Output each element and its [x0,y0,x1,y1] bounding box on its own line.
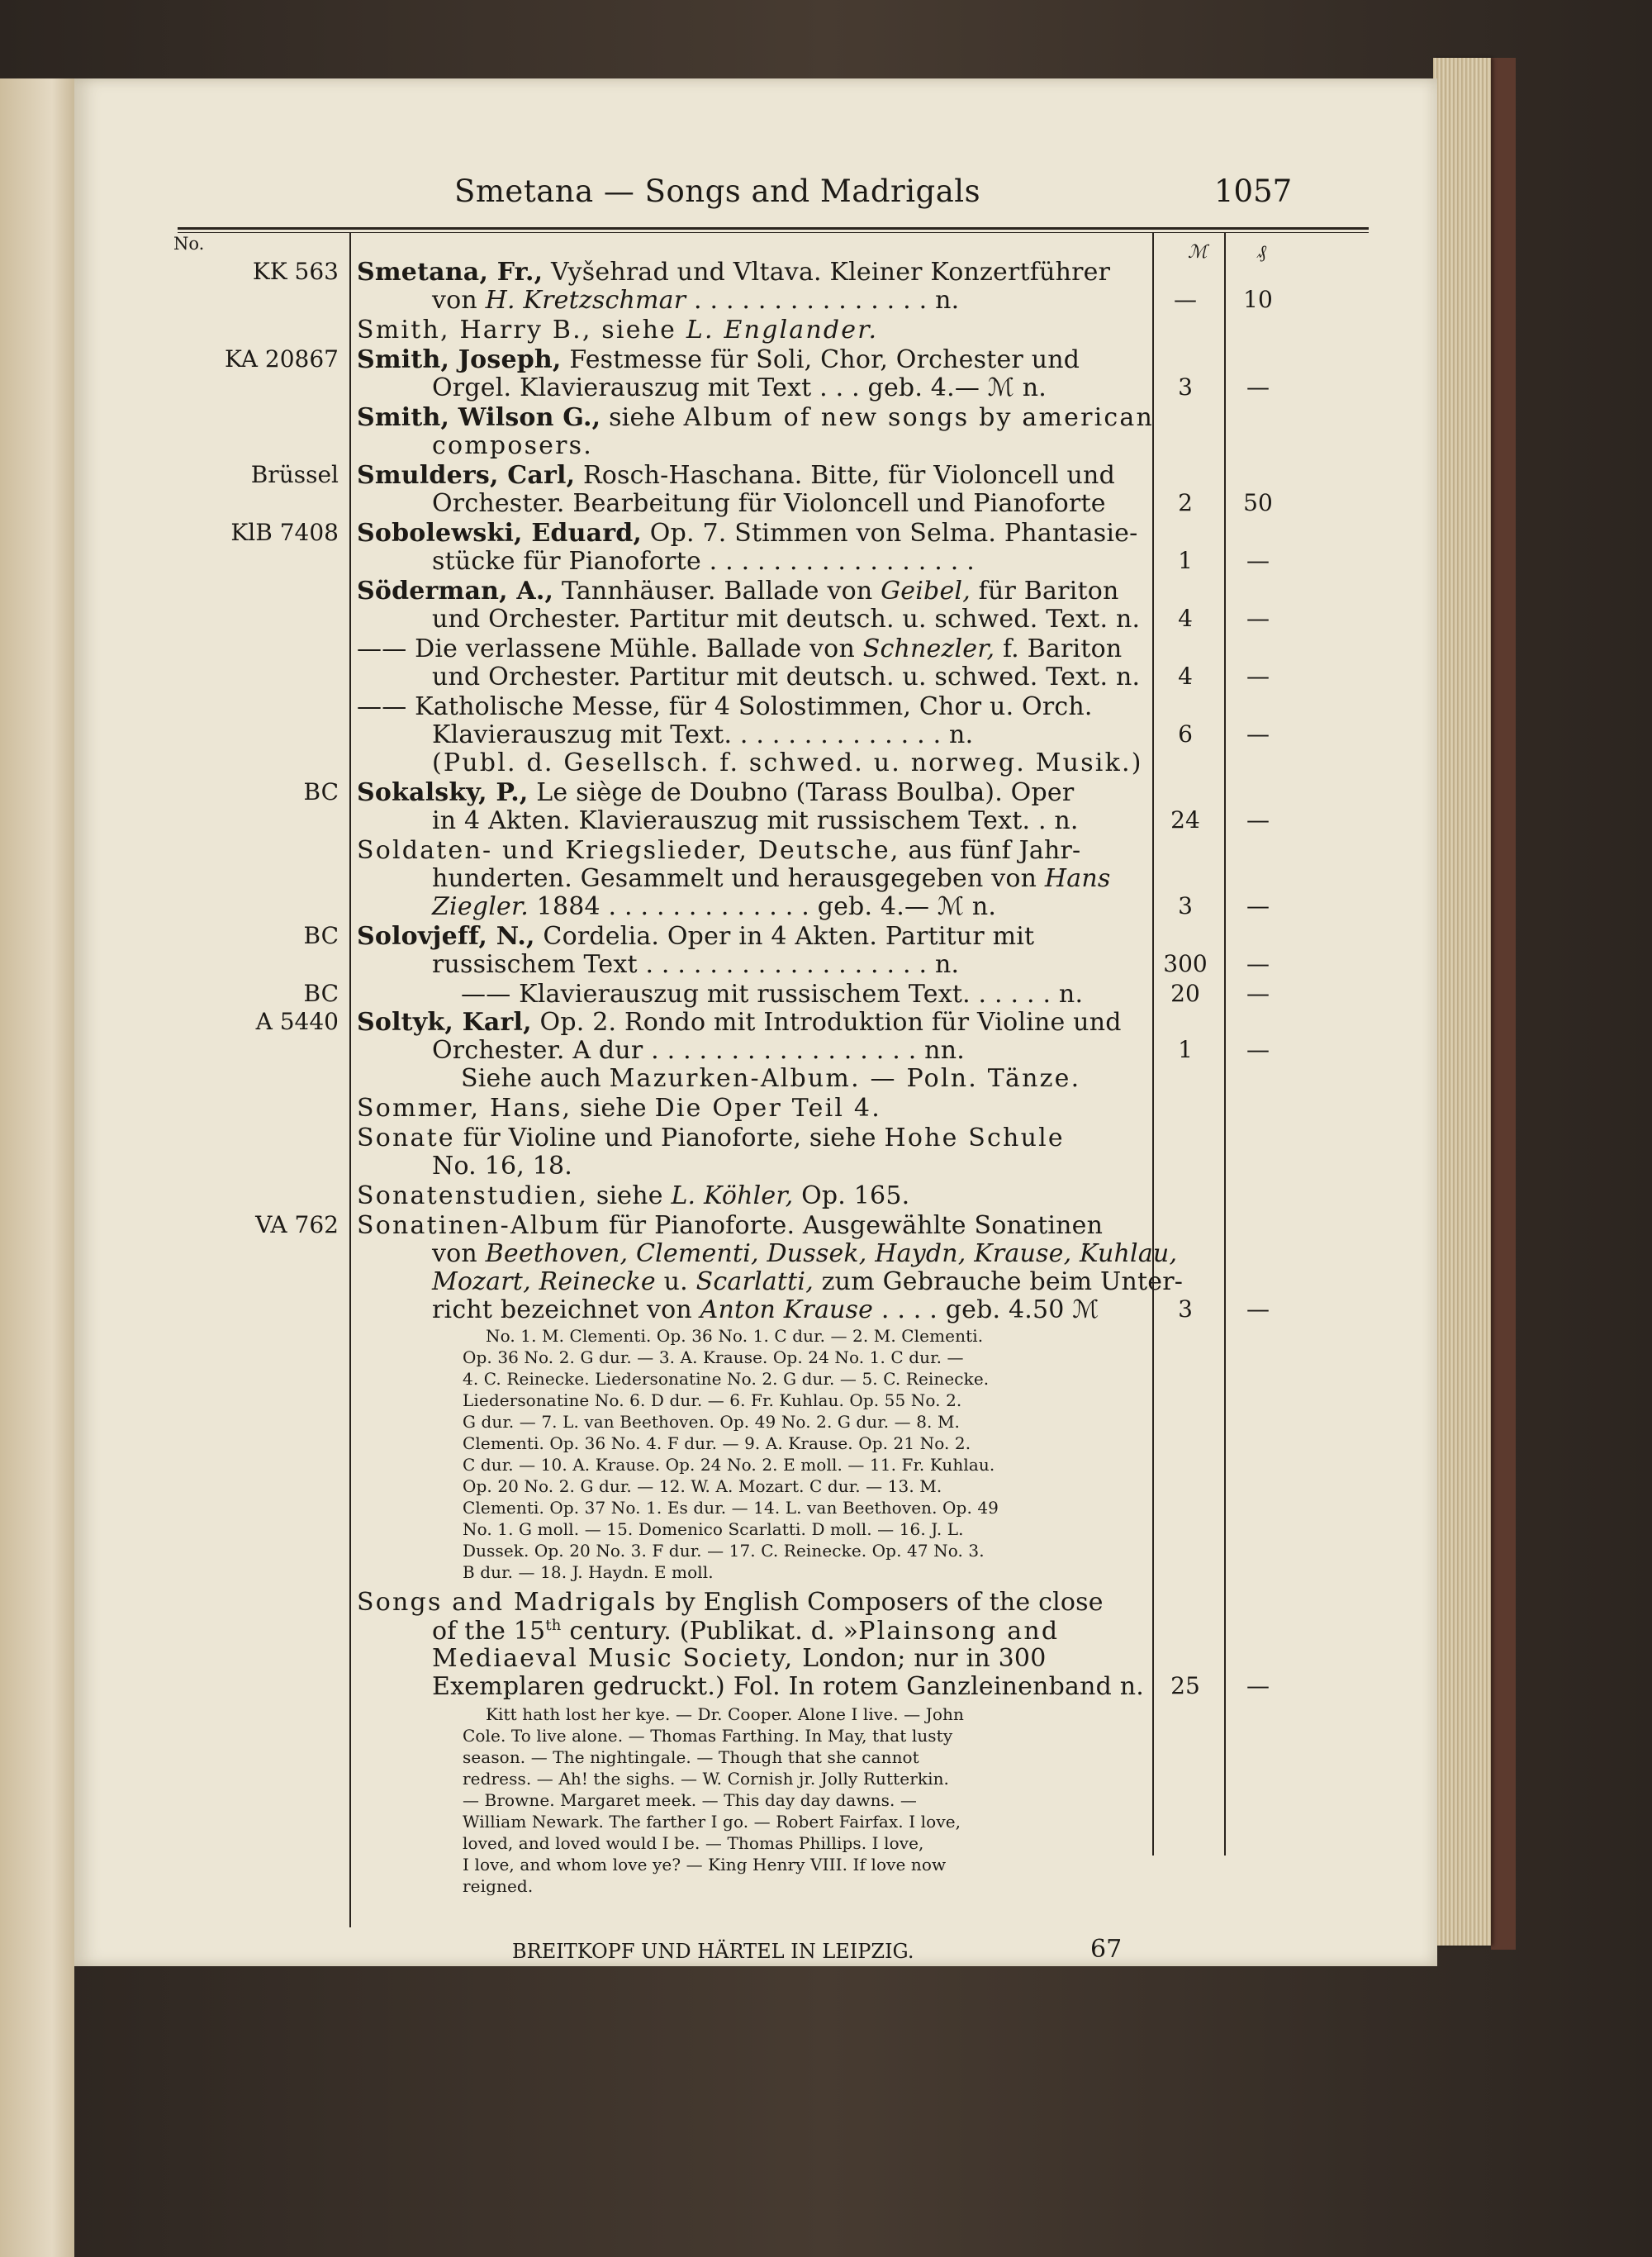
price-marks: 300 [1163,950,1208,977]
price-marks: 1 [1178,1036,1193,1063]
catalog-number: KK 563 [252,258,339,285]
contents-line: No. 1. G moll. — 15. Domenico Scarlatti. D moll. — 16. J. L. [463,1519,964,1539]
price-marks: 3 [1178,892,1193,919]
entry-line: composers. [432,431,593,460]
entry-line: Exemplaren gedruckt.) Fol. In rotem Ganzleinenband n. [432,1672,1145,1701]
composer-name: Sobolewski, Eduard, [357,519,643,548]
price-marks: 25 [1170,1672,1200,1699]
contents-line: B dur. — 18. J. Haydn. E moll. [463,1562,714,1582]
composer-name: Söderman, A., [357,577,554,606]
price-marks: 20 [1170,980,1200,1007]
contents-line: 4. C. Reinecke. Liedersonatine No. 2. G dur. — 5. C. Reinecke. [463,1369,990,1389]
catalog-number: KlB 7408 [230,519,339,546]
pfennig-column-label: ₰ [1257,242,1266,263]
entry-line: —— Die verlassene Mühle. Ballade von Schnezler, f. Bariton [357,634,1123,663]
mark-column-divider-right [1224,232,1226,1855]
entry-line: Soltyk, Karl, Op. 2. Rondo mit Introduktion für Violine und [357,1008,1122,1037]
entry-line: Orchester. A dur . . . . . . . . . . . . . . . . . nn. [432,1036,965,1065]
entry-line: Orchester. Bearbeitung für Violoncell und Pianoforte [432,489,1106,518]
price-marks: 2 [1178,489,1193,516]
reference-name: L. Englander. [686,316,879,344]
price-marks: — [1174,286,1197,313]
header-rule-bottom [178,232,1369,233]
contents-line: Op. 36 No. 2. G dur. — 3. A. Krause. Op. 24 No. 1. C dur. — [463,1347,964,1367]
entry-line: Söderman, A., Tannhäuser. Ballade von Geibel, für Bariton [357,577,1119,606]
entry-line: Mozart, Reinecke u. Scarlatti, zum Gebrauche beim Unter- [432,1267,1184,1296]
entry-line: stücke für Pianoforte . . . . . . . . . . . . . . . . . [432,547,975,576]
contents-line: Op. 20 No. 2. G dur. — 12. W. A. Mozart. C dur. — 13. M. [463,1476,942,1496]
entry-line: Solovjeff, N., Cordelia. Oper in 4 Akten. Partitur mit [357,922,1035,951]
contents-line: C dur. — 10. A. Krause. Op. 24 No. 2. E moll. — 11. Fr. Kuhlau. [463,1455,995,1475]
contents-line: Liedersonatine No. 6. D dur. — 6. Fr. Kuhlau. Op. 55 No. 2. [463,1390,962,1410]
entry-line: Orgel. Klavierauszug mit Text . . . geb. 4.— ℳ n. [432,373,1047,402]
contents-line: William Newark. The farther I go. — Robert Fairfax. I love, [463,1812,961,1832]
contents-line: redress. — Ah! the sighs. — W. Cornish jr. Jolly Rutterkin. [463,1769,950,1789]
entry-line: Klavierauszug mit Text. . . . . . . . . . . . . . n. [432,720,974,749]
catalog-number: Brüssel [250,461,339,488]
page-stack-edge [1433,58,1491,1946]
entry-line: von H. Kretzschmar . . . . . . . . . . . . . . . n. [432,286,960,315]
contents-line: loved, and loved would I be. — Thomas Phillips. I love, [463,1833,924,1853]
contents-line: season. — The nightingale. — Though that she cannot [463,1747,919,1767]
entry-line: —— Katholische Messe, für 4 Solostimmen, Chor u. Orch. [357,692,1093,721]
entry-line: in 4 Akten. Klavierauszug mit russischem Text. . n. [432,806,1079,835]
catalog-number: BC [303,778,339,805]
composer-name: Solovjeff, N., [357,922,535,951]
entry-line: Sommer, Hans, siehe Die Oper Teil 4. [357,1094,881,1123]
catalog-page [74,78,1437,1966]
entry-line: Soldaten- und Kriegslieder, Deutsche, aus fünf Jahr- [357,836,1081,865]
entry-line: (Publ. d. Gesellsch. f. schwed. u. norweg. Musik.) [432,748,1143,777]
price-pfennig: 50 [1243,489,1273,516]
contents-line: Clementi. Op. 37 No. 1. Es dur. — 14. L. van Beethoven. Op. 49 [463,1498,999,1518]
header-rule-top [178,227,1369,230]
contents-line: No. 1. M. Clementi. Op. 36 No. 1. C dur. — 2. M. Clementi. [486,1326,984,1346]
price-pfennig: — [1246,980,1270,1007]
price-marks: 4 [1178,663,1193,690]
price-pfennig: — [1246,892,1270,919]
header-title: Smetana — Songs and Madrigals [454,173,981,209]
page-number: 1057 [1214,173,1293,209]
contents-line: Dussek. Op. 20 No. 3. F dur. — 17. C. Reinecke. Op. 47 No. 3. [463,1541,985,1561]
composer-name: Smith, Wilson G., [357,403,601,432]
arranger-name: H. Kretzschmar [485,286,686,315]
price-pfennig: — [1246,373,1270,401]
entry-line: hunderten. Gesammelt und herausgegeben von Hans [432,864,1111,893]
entry-line: Mediaeval Music Society, London; nur in 300 [432,1644,1047,1673]
price-pfennig: — [1246,950,1270,977]
price-marks: 3 [1178,1295,1193,1323]
contents-line: I love, and whom love ye? — King Henry VIII. If love now [463,1855,947,1874]
catalog-number: BC [303,922,339,949]
composer-name: Soltyk, Karl, [357,1008,532,1037]
entry-line: Sokalsky, P., Le siège de Doubno (Tarass Boulba). Oper [357,778,1075,807]
entry-line: Sonate für Violine und Pianoforte, siehe Hohe Schule [357,1124,1065,1152]
price-pfennig: — [1246,547,1270,574]
price-marks: 4 [1178,605,1193,632]
contents-line: Kitt hath lost her kye. — Dr. Cooper. Alone I live. — John [486,1704,964,1724]
price-pfennig: — [1246,605,1270,632]
contents-line: G dur. — 7. L. van Beethoven. Op. 49 No. 2. G dur. — 8. M. [463,1412,961,1432]
price-pfennig: — [1246,1672,1270,1699]
catalog-column-divider [349,232,351,1927]
composer-name: Smith, Joseph, [357,345,562,374]
entry-line: of the 15th century. (Publikat. d. »Plainsong and [432,1617,1060,1646]
price-marks: 24 [1170,806,1200,834]
facing-page-edge [0,78,74,2257]
entry-line: und Orchester. Partitur mit deutsch. u. schwed. Text. n. [432,663,1141,691]
composer-name: Smulders, Carl, [357,461,576,490]
footer-publisher: BREITKOPF UND HÄRTEL IN LEIPZIG. [512,1940,914,1963]
price-marks: 1 [1178,547,1193,574]
entry-line: No. 16, 18. [432,1152,573,1181]
entry-line: Songs and Madrigals by English Composers of the close [357,1588,1104,1617]
contents-line: reigned. [463,1876,534,1896]
contents-line: Clementi. Op. 36 No. 4. F dur. — 9. A. Krause. Op. 21 No. 2. [463,1433,971,1453]
catalog-number: BC [303,980,339,1007]
entry-line: Sobolewski, Eduard, Op. 7. Stimmen von Selma. Phantasie- [357,519,1138,548]
footer-signature: 67 [1090,1935,1123,1964]
book-cover-edge [1491,58,1516,1950]
catalog-number: KA 20867 [225,345,339,373]
entry-line: richt bezeichnet von Anton Krause . . . . geb. 4.50 ℳ [432,1295,1099,1324]
price-marks: 3 [1178,373,1193,401]
contents-line: Cole. To live alone. — Thomas Farthing. In May, that lusty [463,1726,953,1746]
contents-line: — Browne. Margaret meek. — This day day dawns. — [463,1790,918,1810]
price-pfennig: 10 [1243,286,1273,313]
composer-name: Smetana, Fr., [357,258,544,287]
entry-line: Sonatenstudien, siehe L. Köhler, Op. 165. [357,1181,910,1210]
composer-name: Sokalsky, P., [357,778,529,807]
price-pfennig: — [1246,663,1270,690]
entry-line: von Beethoven, Clementi, Dussek, Haydn, Krause, Kuhlau, [432,1239,1178,1268]
entry-line: Smith, Wilson G., siehe Album of new songs by american [357,403,1155,432]
price-pfennig: — [1246,806,1270,834]
running-header [74,78,1437,244]
mark-column-label: ℳ [1188,242,1208,263]
entry-line: Siehe auch Mazurken-Album. — Poln. Tänze. [461,1064,1081,1093]
entry-line: Smith, Joseph, Festmesse für Soli, Chor, Orchester und [357,345,1080,374]
price-marks: 6 [1178,720,1193,748]
price-pfennig: — [1246,1036,1270,1063]
entry-line: und Orchester. Partitur mit deutsch. u. schwed. Text. n. [432,605,1141,634]
entry-line: Sonatinen-Album für Pianoforte. Ausgewählte Sonatinen [357,1211,1104,1240]
entry-line: —— Klavierauszug mit russischem Text. . . . . . n. [461,980,1084,1009]
entry-line: Smith, Harry B., siehe L. Englander. [357,316,879,344]
catalog-number: VA 762 [255,1211,339,1238]
entry-line: Ziegler. 1884 . . . . . . . . . . . . . geb. 4.— ℳ n. [432,892,997,921]
price-pfennig: — [1246,720,1270,748]
entry-line: Smulders, Carl, Rosch-Haschana. Bitte, für Violoncell und [357,461,1115,490]
number-column-label: No. [173,234,205,254]
catalog-number: A 5440 [255,1008,339,1035]
entry-line: russischem Text . . . . . . . . . . . . . . . . . . n. [432,950,960,979]
entry-line: Smetana, Fr., Vyšehrad und Vltava. Kleiner Konzertführer [357,258,1111,287]
price-pfennig: — [1246,1295,1270,1323]
